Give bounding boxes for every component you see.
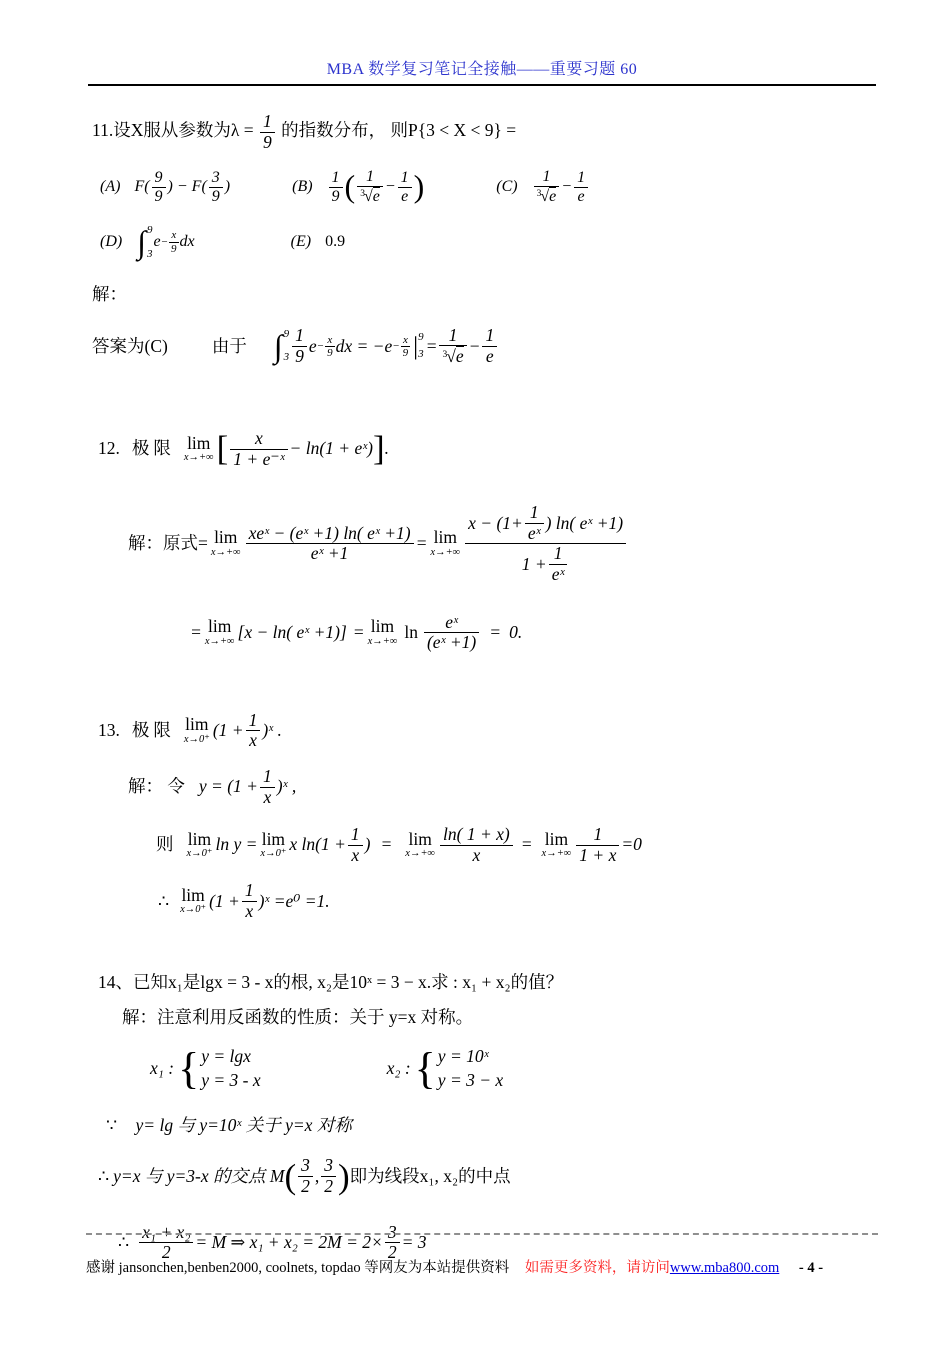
limit: lim x→+∞ [204, 616, 235, 647]
limit: lim x→0⁺ [183, 714, 210, 745]
brace: { [414, 1044, 436, 1094]
answer-line-11: 答案为(C) 由于 ∫ 9 3 1 9 e − $\frac{x}{9}$ dx = −e − $\frac{x}{9}$ | 9 3 = 1 3 √ e − $\frac{1}{e}$ [92, 326, 876, 367]
limit: lim x→+∞ [541, 828, 572, 860]
fraction: $\frac{1}{e}$ [574, 169, 588, 206]
fraction: 3 2 [298, 1156, 313, 1196]
fraction: 1 9 [292, 326, 307, 366]
root-sign: √ [446, 346, 456, 367]
exponent-fraction: − $\frac{x}{9}$ [160, 229, 177, 255]
fraction: $\frac{1}{1 + x}$ [576, 825, 619, 865]
system-x2: x₂ : { y = 10ˣ y = 3 − x [386, 1044, 504, 1094]
therefore-symbol: ∴ [98, 1165, 110, 1186]
solution-14-line-3: ∵ y= lg 与 y=10ˣ 关于 y=x 对称 [106, 1114, 352, 1135]
fraction: xeˣ − (eˣ +1) ln( eˣ +1) eˣ +1 [246, 524, 414, 564]
right-bracket: ] [373, 429, 385, 469]
options-row-1 [100, 168, 876, 206]
root-sign: √ [363, 188, 373, 206]
stem-text: 的指数分布， 则P{3 < X < 9} = [281, 120, 517, 141]
footer-link[interactable]: www.mba800.com [669, 1260, 780, 1276]
fraction: 1 3 √ e [534, 168, 560, 206]
header-rule [88, 84, 876, 86]
fraction: 3 9 [209, 169, 223, 206]
therefore-symbol: ∴ [158, 890, 170, 911]
fraction-nested: x − (1+ $\frac{1}{\text{eˣ}}$ ) ln( eˣ +1) 1 + $\frac{1}{\text{eˣ}}$ [465, 503, 626, 584]
solution-14-systems [150, 1045, 876, 1092]
exponent-fraction: − $\frac{x}{9}$ [316, 333, 333, 359]
limit: lim x→+∞ [210, 527, 241, 558]
fraction: 1 3 √ e [439, 326, 466, 367]
fraction: $\frac{\ln( 1 + x)}{x}$ [440, 825, 513, 865]
solution-13-line-2: 则 lim x→0⁺ ln y = lim x→0⁺ x ln(1 + $\frac{1}{x}$ ) = lim x→+∞ $\frac{\ln( 1 + x)}{x}$ = lim x→+∞ $\frac{1}{1 + x}$ =0 [156, 824, 642, 865]
solution-13-line-3: ∴ lim x→0⁺ (1 + $\frac{1}{x}$ )ˣ =e⁰ =1. [158, 880, 330, 921]
limit: lim x→0⁺ [186, 828, 213, 860]
limit: lim x→+∞ [430, 527, 461, 558]
brace: { [178, 1044, 200, 1094]
option-c: (C) 1 3 √ e − $\frac{1}{e}$ [496, 168, 590, 206]
because-symbol: ∵ [106, 1114, 118, 1135]
fraction: x 1 + e⁻ˣ [230, 429, 287, 469]
option-d: (D) ∫ 9 3 e − $\frac{x}{9}$ dx [100, 224, 195, 260]
solution-13-line-1: 解： 令 y = (1 + $\frac{1}{x}$ )ˣ , [128, 766, 297, 807]
left-bracket: [ [216, 429, 229, 469]
fraction: $\frac{1}{e}$ [482, 326, 497, 366]
page-footer [86, 1256, 882, 1277]
option-e: (E) 0.9 [290, 233, 346, 250]
root-sign: √ [540, 188, 550, 206]
fraction: $\frac{1}{x}$ [348, 825, 363, 865]
problem-11-stem [92, 112, 876, 152]
stem-text: 11.设X服从参数为λ = [92, 120, 254, 141]
limit: lim x→+∞ [367, 616, 398, 647]
cube-root: 3 √ e [442, 346, 464, 367]
therefore-symbol: ∴ [118, 1231, 130, 1252]
footer-thanks: 感谢 jansonchen,benben2000, coolnets, topdao 等网友为本站提供资料 [86, 1260, 510, 1276]
fraction: $\frac{\text{x₁ + x₂}}{2}$ [139, 1223, 193, 1263]
limit: lim x→0⁺ [260, 828, 287, 860]
option-a: (A) F( 9 9 ) − F( 3 9 ) [100, 168, 231, 205]
limit: lim x→+∞ [183, 432, 214, 464]
solution-label-11: 解： [92, 284, 127, 304]
fraction: $\frac{\text{eˣ}}{\text{(eˣ +1)}}$ [424, 613, 479, 653]
options-row-2 [100, 224, 876, 260]
solution-14-line-1: 解：注意利用反函数的性质：关于 y=x 对称。 [122, 1007, 474, 1028]
problem-14-stem: 14、已知x₁是lgx = 3 - x的根, x₂是10ˣ = 3 − x.求 : x₁ + x₂的值？ [98, 971, 564, 992]
integral-sign: ∫ 9 3 [273, 328, 290, 365]
fraction: 9 9 [152, 169, 166, 206]
right-paren: ) [413, 168, 425, 205]
solution-14-line-4: ∴ y=x 与 y=3-x 的交点 M ( 3 2 , 3 2 ) 即为线段x₁, x₂的中点 [98, 1155, 511, 1197]
limit: lim x→+∞ [405, 828, 436, 860]
integral-sign: ∫ 9 3 [137, 224, 153, 260]
limit: lim x→0⁺ [180, 884, 207, 916]
system-x1: x₁ : { y = lgx y = 3 - x [150, 1044, 261, 1094]
dashed-separator [86, 1233, 878, 1235]
solution-12-line-1: 解：原式= lim x→+∞ xeˣ − (eˣ +1) ln( eˣ +1) eˣ +1 = lim x→+∞ x − (1+ $\frac{1}{\text{eˣ}}$ ) ln( eˣ +1) 1 + $\frac{1}{\text{eˣ}}$ [128, 503, 876, 584]
solution-12-line-2: = lim x→+∞ [x − ln( eˣ +1)] = lim x→+∞ ln $\frac{\text{eˣ}}{\text{(eˣ +1)}}$ = 0. [190, 611, 523, 653]
fraction: $\frac{1}{x}$ [242, 881, 257, 921]
page-title: MBA 数学复习笔记全接触——重要习题 60 [326, 61, 638, 78]
page-number: - 4 - [798, 1260, 824, 1276]
fraction: $\frac{1}{9}$ [260, 112, 275, 152]
problem-13-stem: 13. 极限 lim x→0⁺ (1 + $\frac{1}{x}$ )ˣ . [98, 709, 282, 751]
option-b: (B) 1 9 ( 1 3 √ e − $\frac{1}{e}$ ) [292, 168, 425, 206]
problem-12-stem: 12. 极限 lim x→+∞ [ x 1 + e⁻ˣ − ln(1 + eˣ) ] . [98, 428, 390, 469]
cube-root: 3 √ e [536, 188, 557, 206]
fraction: 1 9 [329, 169, 343, 206]
fraction: 3 2 [321, 1156, 336, 1196]
cube-root: 3 √ e [360, 188, 380, 206]
fraction: $\frac{1}{x}$ [246, 711, 261, 751]
exponent-fraction: − $\frac{x}{9}$ [392, 333, 409, 359]
fraction: $\frac{3}{2}$ [385, 1223, 400, 1263]
left-paren: ( [284, 1156, 297, 1196]
right-paren: ) [338, 1156, 350, 1196]
left-paren: ( [344, 168, 356, 205]
fraction: $\frac{1}{x}$ [260, 767, 275, 807]
fraction: 1 3 √ e [357, 168, 383, 206]
solution-14-line-5: ∴ $\frac{\text{x₁ + x₂}}{2}$ = M ⇒ x₁ + x₂ = 2M = 2× $\frac{3}{2}$ = 3 [118, 1221, 427, 1263]
eval-bar: | 9 3 [413, 331, 424, 360]
fraction: $\frac{1}{e}$ [398, 169, 412, 206]
footer-more-info: 如需更多资料，请访问 [524, 1260, 670, 1276]
